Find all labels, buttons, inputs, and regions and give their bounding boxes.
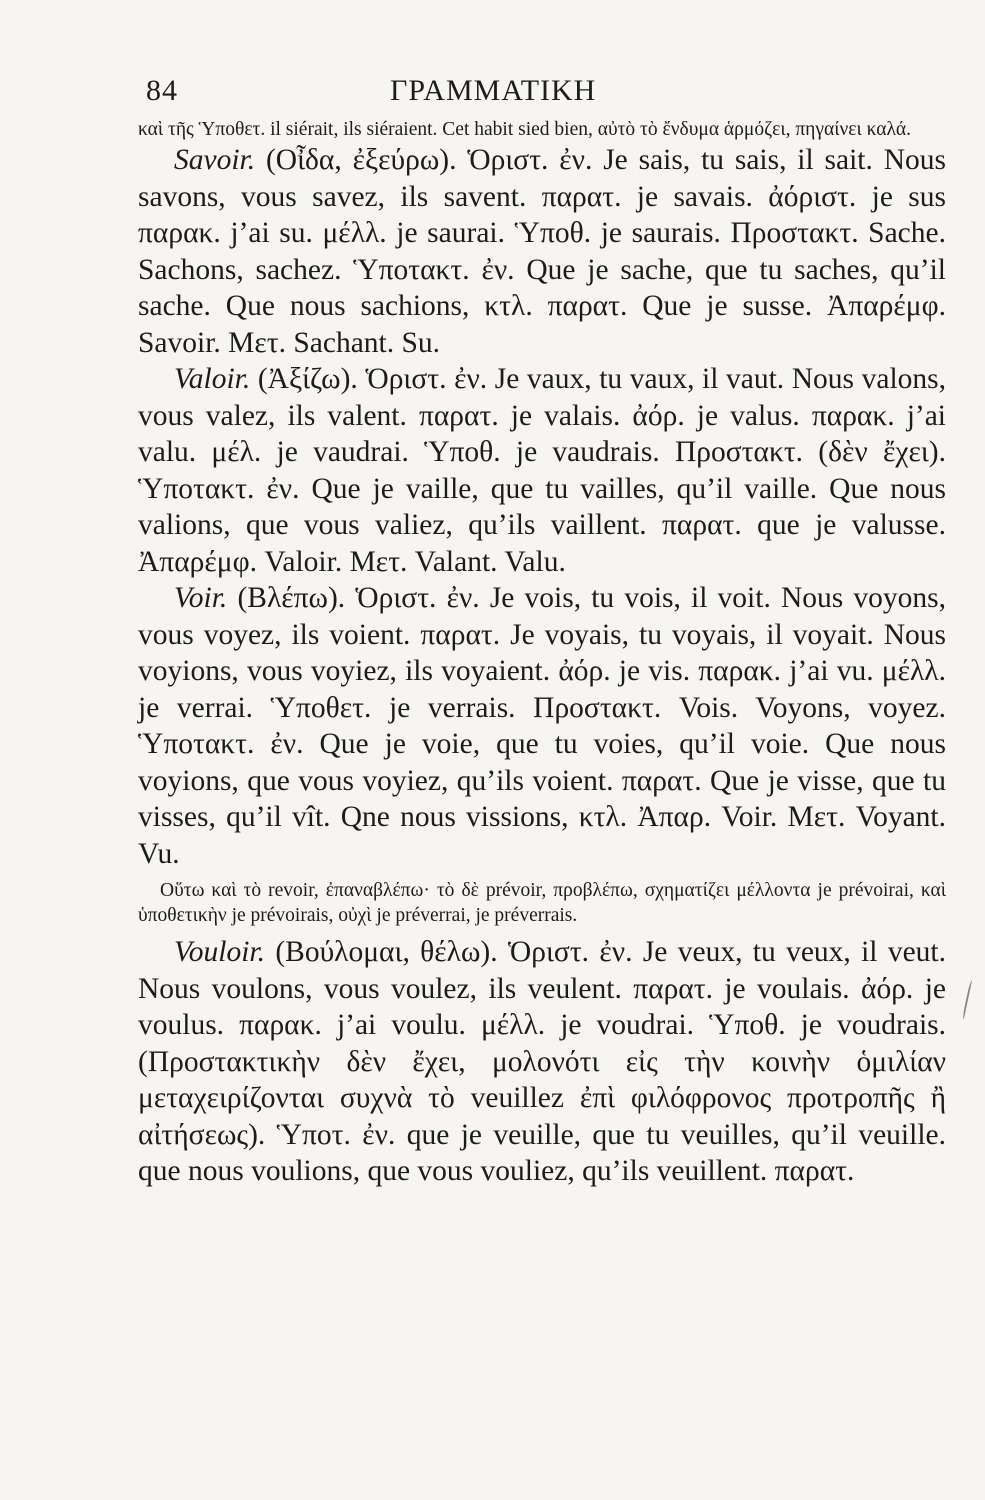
- running-title: ΓΡΑΜΜΑΤΙΚΗ: [390, 74, 597, 107]
- paragraph-valoir: [138, 361, 946, 580]
- page-body: [138, 117, 946, 1190]
- verb-heading: Savoir.: [174, 144, 256, 176]
- verb-heading: Voir.: [174, 582, 228, 614]
- verb-heading: Vouloir.: [174, 936, 265, 968]
- paragraph-text: Οὕτω καὶ τὸ revoir, ἐπαναβλέπω· τὸ δὲ prévoir, προβλέπω, σχηματίζει μέλλοντα je prévoirai, καὶ ὑποθετικὴν je prévoirais, οὐχὶ je préverrai, je préverrais.: [138, 880, 946, 926]
- paragraph-text: (Βούλομαι, θέλω). Ὁριστ. ἐν. Je veux, tu veux, il veut. Nous voulons, vous voulez, ils veulent. παρατ. je voulais. ἀόρ. je voulus. παρακ. j’ai voulu. μέλλ. je voudrai. Ὑποθ. je voudrais. (Προστακτικὴν δὲν ἔχει, μολονότι εἰς τὴν κοινὴν ὁμιλίαν μεταχειρίζονται συχνὰ τὸ veuillez ἐπὶ φιλόφρονος προτροπῆς ἢ αἰτήσεως). Ὑποτ. ἐν. que je veuille, que tu veuilles, qu’il veuille. que nous voulions, que vous vouliez, qu’ils veuillent. παρατ.: [138, 936, 947, 1187]
- paragraph-savoir: [138, 142, 946, 361]
- paragraph-voir: [138, 580, 946, 872]
- paragraph-vouloir: [138, 934, 946, 1190]
- paragraph-note-revoir: [138, 878, 946, 928]
- verb-heading: Valoir.: [174, 363, 251, 395]
- margin-pencil-mark: [962, 980, 975, 1020]
- paragraph-text: καὶ τῆς Ὑποθετ. il siérait, ils siéraient. Cet habit sied bien, αὐτὸ τὸ ἔνδυμα ἁρμόζει, πηγαίνει καλά.: [138, 119, 911, 140]
- paragraph-text: (Βλέπω). Ὁριστ. ἐν. Je vois, tu vois, il voit. Nous voyons, vous voyez, ils voient. παρατ. Je voyais, tu voyais, il voyait. Nous voyions, vous voyiez, ils voyaient. ἀόρ. je vis. παρακ. j’ai vu. μέλλ. je verrai. Ὑποθετ. je verrais. Προστακτ. Vois. Voyons, voyez. Ὑποτακτ. ἐν. Que je voie, que tu voies, qu’il voie. Que nous voyions, que vous voyiez, qu’ils voient. παρατ. Que je visse, que tu visses, qu’il vît. Qne nous vissions, κτλ. Ἀπαρ. Voir. Μετ. Voyant. Vu.: [138, 582, 946, 870]
- page-header: [142, 74, 942, 114]
- paragraph-text: (Οἶδα, ἐξεύρω). Ὁριστ. ἐν. Je sais, tu sais, il sait. Nous savons, vous savez, ils savent. παρατ. je savais. ἀόριστ. je sus παρακ. j’ai su. μέλλ. je saurai. Ὑποθ. je saurais. Προστακτ. Sache. Sachons, sachez. Ὑποτακτ. ἐν. Que je sache, que tu saches, qu’il sache. Que nous sachions, κτλ. παρατ. Que je susse. Ἀπαρέμφ. Savoir. Μετ. Sachant. Su.: [138, 144, 946, 359]
- paragraph-seoir-continuation: [138, 117, 946, 142]
- paragraph-text: (Ἀξίζω). Ὁριστ. ἐν. Je vaux, tu vaux, il vaut. Nous valons, vous valez, ils valent. παρατ. je valais. ἀόρ. je valus. παρακ. j’ai valu. μέλ. je vaudrai. Ὑποθ. je vaudrais. Προστακτ. (δὲν ἔχει). Ὑποτακτ. ἐν. Que je vaille, que tu vailles, qu’il vaille. Que nous valions, que vous valiez, qu’ils vaillent. παρατ. que je valusse. Ἀπαρέμφ. Valoir. Μετ. Valant. Valu.: [138, 363, 946, 578]
- page-number: 84: [146, 74, 178, 107]
